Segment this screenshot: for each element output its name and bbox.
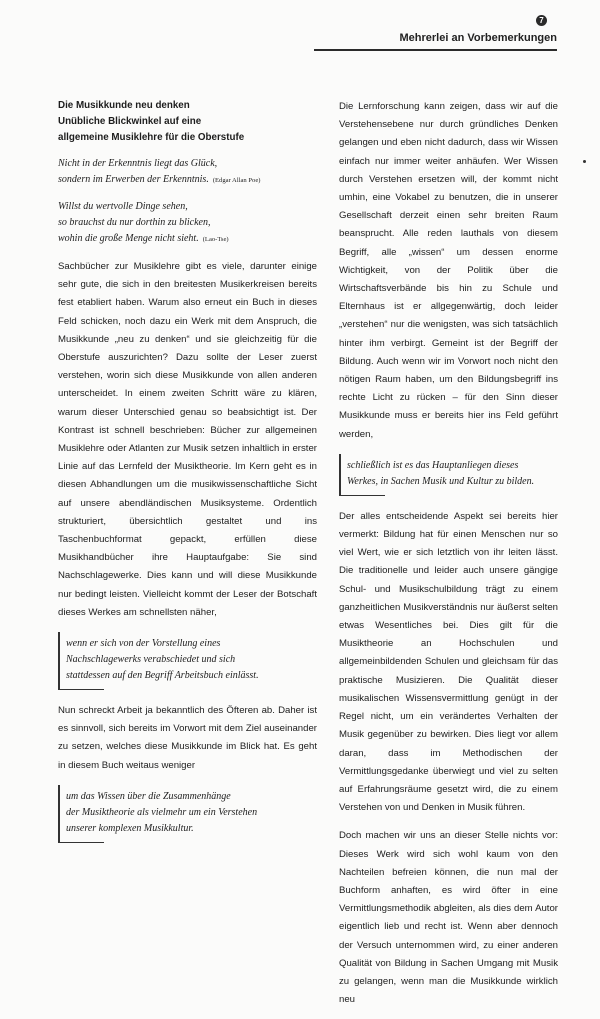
motto-attribution: (Lao-Tse) (202, 236, 229, 243)
header-rule (314, 49, 557, 51)
body-paragraph: Die Lernforschung kann zeigen, dass wir auf die Verstehensebene nur durch gründliches Denken gelangen und eben nicht dadurch, dass wir Wissen einfach nur immer weiter anhäufen. Wer Wissen durch Verstehen ersetzen will, der kommt nicht umhin, eine Vokabel zu benutzen, die in unserer Gesellschaft derzeit einen sehr breiten Raum beansprucht. Alle reden lauthals von diesem Begriff, alle „wissen“ um dessen enorme Wichtigkeit, von der Politik über die Wirtschaftsverbände bis hin zu Schule und Elternhaus ist er allgegenwärtig, doch leider „verstehen“ nur die wenigsten, was sich tatsächlich hinter ihm verbirgt. Gemeint ist der Begriff der Bildung. Auch wenn wir im Vorwort noch nicht den nötigen Raum haben, um den Bildungsbegriff ins rechte Licht zu rücken – für den Sinn dieser Musikkunde muss er bereits hier ins Feld geführt werden, (339, 101, 558, 440)
motto-poe (58, 156, 317, 189)
pull-quote (58, 785, 317, 843)
body-paragraph: Der alles entscheidende Aspekt sei bereits hier vermerkt: Bildung hat für einen Menschen nur so viel Wert, wie er sich letztlich von ihr leiten lässt. Die traditionelle und leider auch unsere gängige Schul- und Musikschulbildung trägt zu einem ganzheitlichen Musikverständnis nur äußerst selten etwas Wesentliches bei. Dies gilt für die Musiktheorie an Hochschulen und allgemeinbildenden Schulen und gleichsam für das praktische Musizieren. Die Qualität dieser musikalischen Wissensvermittlung genügt in der Regel nicht, um ein verändertes Verhalten der Musik gegenüber zu bewirken. Dies liegt vor allem daran, dass im Methodischen der Vermittlungsgedanke überwiegt und viel zu selten auf Erfahrungsräume gesetzt wird, die zu einem Verstehen von und Denken in Musik führen. (339, 510, 558, 814)
heading-line: Unübliche Blickwinkel auf eine (58, 116, 202, 127)
right-column (339, 98, 558, 1019)
motto-line: so brauchst du nur dorthin zu blicken, (58, 217, 211, 228)
heading-line: allgemeine Musiklehre für die Oberstufe (58, 132, 245, 143)
quote-line: wenn er sich von der Vorstellung eines (66, 638, 221, 650)
margin-dot (583, 160, 586, 163)
motto-line: Nicht in der Erkenntnis liegt das Glück, (58, 158, 218, 169)
quote-line: Werkes, in Sachen Musik und Kultur zu bilden. (347, 475, 535, 487)
quote-line: Nachschlagewerks verabschiedet und sich (66, 654, 236, 666)
pull-quote (58, 632, 317, 690)
motto-laotse (58, 199, 317, 248)
running-head: Mehrerlei an Vorbemerkungen (399, 32, 557, 44)
quote-line: stattdessen auf den Begriff Arbeitsbuch einlässt. (66, 670, 259, 682)
quote-line: um das Wissen über die Zusammenhänge (66, 790, 231, 802)
motto-line: Willst du wertvolle Dinge sehen, (58, 201, 188, 212)
motto-line: sondern im Erwerben der Erkenntnis. (Edgar Allan Poe) (58, 174, 261, 185)
quote-line: schließlich ist es das Hauptanliegen dieses (347, 459, 519, 471)
body-paragraph: Sachbücher zur Musiklehre gibt es viele, darunter einige sehr gute, die sich in den breitesten Musikerkreisen bereits fest etabliert haben. Warum also erneut ein Buch in dieses Feld schicken, noch dazu ein Werk mit dem Anspruch, die Musikkunde „neu zu denken“ und sie gleichzeitig für die Oberstufe auszurichten? Dazu sollte der Leser zuerst verstehen, worin sich diese Musikkunde von allen anderen unterscheidet. In einem zweiten Schritt wäre zu klären, warum dieser Unterschied genau so beabsichtigt ist. Der Kontrast ist schnell beschrieben: Bücher zur allgemeinen Musiklehre oder Atlanten zur Musik setzen inhaltlich in erster Linie auf das Lernfeld der Musiktheorie. Im Kern geht es in diesen Abhandlungen um die musikwissenschaftliche Sicht auf unsere abendländischen Musiksysteme. Ordentlich strukturiert, übersichtlich gestaltet und ins Taschenbuchformat gepackt, erfüllen diese Musikhandbücher ihre Hauptaufgabe: Sie sind Nachschlagewerke. Dies kann und will diese Musikkunde nur bedingt leisten. Vielleicht kommt der Leser der Botschaft dieses Werkes am schnellsten näher, (58, 261, 317, 618)
pull-quote (339, 454, 558, 496)
body-paragraph: Doch machen wir uns an dieser Stelle nichts vor: Dieses Werk wird sich wohl kaum von den Nachteilen befreien können, die nun mal der Buchform anhaften, es wird öfter in eine Vermittlungsmethodik abgleiten, als dies dem Autor eigentlich lieb und recht ist. Wenn aber dennoch der Versuch unternommen wird, zu einer anderen Qualität von Bildung in Sachen Umgang mit Musik zu gelangen, wenn man die Musikkunde wirklich neu (339, 830, 558, 1006)
motto-attribution: (Edgar Allan Poe) (212, 177, 261, 184)
quote-line: der Musiktheorie als vielmehr um ein Verstehen (66, 806, 258, 818)
heading-line: Die Musikkunde neu denken (58, 100, 190, 111)
page-number: 7 (536, 15, 547, 26)
motto-line: wohin die große Menge nicht sieht. (Lao-Tse) (58, 233, 229, 244)
section-heading (58, 98, 317, 146)
body-paragraph: Nun schreckt Arbeit ja bekanntlich des Öfteren ab. Daher ist es sinnvoll, sich bereits im Vorwort mit dem Ziel auseinander zu setzen, welches diese Musikkunde im Blick hat. Es geht in diesem Buch weitaus weniger (58, 705, 317, 771)
quote-line: unserer komplexen Musikkultur. (66, 822, 194, 834)
left-column (58, 98, 317, 855)
